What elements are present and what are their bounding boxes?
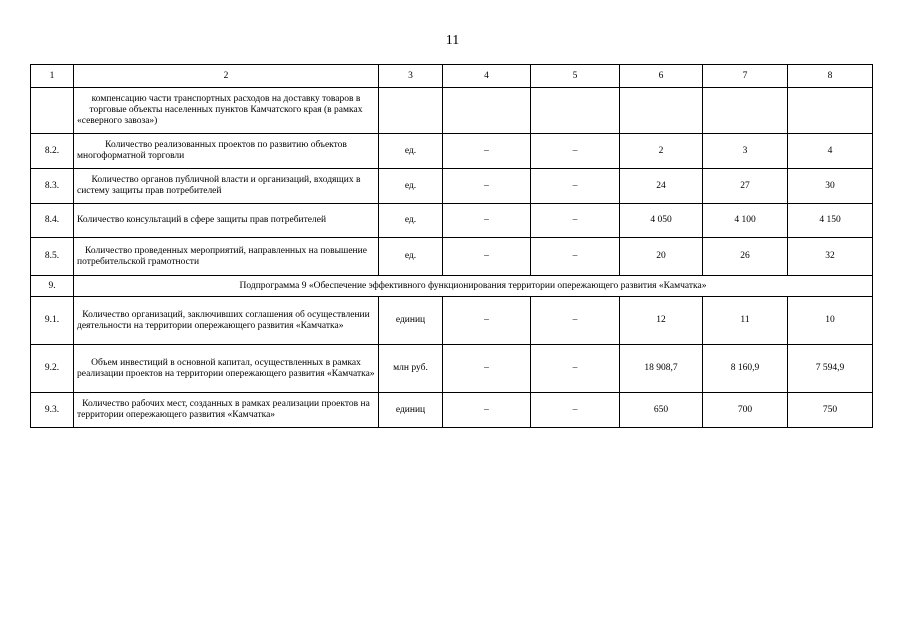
value-cell: 11 [703, 297, 788, 345]
page-number: 11 [445, 33, 460, 48]
value-cell [788, 88, 873, 134]
indicator-name-cell: Объем инвестиций в основной капитал, осуществленных в рамках реализации проектов на территории опережающего развития «Камчатка» [74, 345, 379, 393]
value-cell: 24 [620, 169, 703, 204]
subprogram-title: Подпрограмма 9 «Обеспечение эффективного функционирования территории опережающего развития «Камчатка» [74, 276, 873, 297]
subprogram-row [31, 276, 873, 297]
value-cell: – [531, 393, 620, 428]
unit-cell: ед. [379, 134, 443, 169]
table-row [31, 345, 873, 393]
value-cell [531, 88, 620, 134]
value-cell: 700 [703, 393, 788, 428]
table-header-row [31, 65, 873, 88]
value-cell: 18 908,7 [620, 345, 703, 393]
column-header: 2 [74, 65, 379, 88]
table-row [31, 169, 873, 204]
column-header: 5 [531, 65, 620, 88]
unit-cell: ед. [379, 238, 443, 276]
value-cell: – [443, 134, 531, 169]
value-cell: 7 594,9 [788, 345, 873, 393]
row-number-cell: 8.2. [31, 134, 74, 169]
unit-cell: единиц [379, 393, 443, 428]
row-number-cell: 8.5. [31, 238, 74, 276]
indicator-name-cell: Количество рабочих мест, созданных в рамках реализации проектов на территории опережающего развития «Камчатка» [74, 393, 379, 428]
value-cell: – [443, 297, 531, 345]
value-cell: 30 [788, 169, 873, 204]
value-cell: – [531, 297, 620, 345]
unit-cell [379, 88, 443, 134]
value-cell: – [531, 238, 620, 276]
indicator-name-cell: Количество реализованных проектов по развитию объектов многоформатной торговли [74, 134, 379, 169]
value-cell: 4 100 [703, 204, 788, 238]
unit-cell: ед. [379, 204, 443, 238]
unit-cell: единиц [379, 297, 443, 345]
indicator-name-cell: Количество проведенных мероприятий, направленных на повышение потребительской грамотности [74, 238, 379, 276]
column-header: 4 [443, 65, 531, 88]
value-cell: 26 [703, 238, 788, 276]
value-cell: – [443, 204, 531, 238]
value-cell: 10 [788, 297, 873, 345]
value-cell: 20 [620, 238, 703, 276]
value-cell: – [443, 238, 531, 276]
indicator-name-cell: компенсацию части транспортных расходов на доставку товаров в торговые объекты населенных пунктов Камчатского края (в рамках «северного завоза») [74, 88, 379, 134]
value-cell: 12 [620, 297, 703, 345]
value-cell: – [443, 345, 531, 393]
value-cell: 4 050 [620, 204, 703, 238]
row-number-cell: 9.1. [31, 297, 74, 345]
value-cell: 32 [788, 238, 873, 276]
column-header: 8 [788, 65, 873, 88]
indicators-table [30, 64, 873, 428]
table-row [31, 297, 873, 345]
unit-cell: млн руб. [379, 345, 443, 393]
column-header: 1 [31, 65, 74, 88]
value-cell: 4 150 [788, 204, 873, 238]
table-row [31, 134, 873, 169]
indicator-name-cell: Количество консультаций в сфере защиты прав потребителей [74, 204, 379, 238]
value-cell: – [443, 169, 531, 204]
value-cell: 8 160,9 [703, 345, 788, 393]
value-cell: – [531, 134, 620, 169]
value-cell: 750 [788, 393, 873, 428]
value-cell [620, 88, 703, 134]
value-cell [703, 88, 788, 134]
row-number-cell: 8.4. [31, 204, 74, 238]
indicator-name-cell: Количество организаций, заключивших соглашения об осуществлении деятельности на территории опережающего развития «Камчатка» [74, 297, 379, 345]
value-cell: – [531, 169, 620, 204]
indicator-name-cell: Количество органов публичной власти и организаций, входящих в систему защиты прав потребителей [74, 169, 379, 204]
table-row-continuation [31, 88, 873, 134]
value-cell: 4 [788, 134, 873, 169]
unit-cell: ед. [379, 169, 443, 204]
value-cell: – [531, 345, 620, 393]
row-number-cell: 9. [31, 276, 74, 297]
value-cell [443, 88, 531, 134]
value-cell: – [531, 204, 620, 238]
table-row [31, 238, 873, 276]
table-row [31, 393, 873, 428]
value-cell: 3 [703, 134, 788, 169]
table-row [31, 204, 873, 238]
column-header: 3 [379, 65, 443, 88]
row-number-cell: 9.3. [31, 393, 74, 428]
row-number-cell: 8.3. [31, 169, 74, 204]
value-cell: – [443, 393, 531, 428]
column-header: 6 [620, 65, 703, 88]
value-cell: 650 [620, 393, 703, 428]
row-number-cell [31, 88, 74, 134]
value-cell: 2 [620, 134, 703, 169]
row-number-cell: 9.2. [31, 345, 74, 393]
value-cell: 27 [703, 169, 788, 204]
column-header: 7 [703, 65, 788, 88]
